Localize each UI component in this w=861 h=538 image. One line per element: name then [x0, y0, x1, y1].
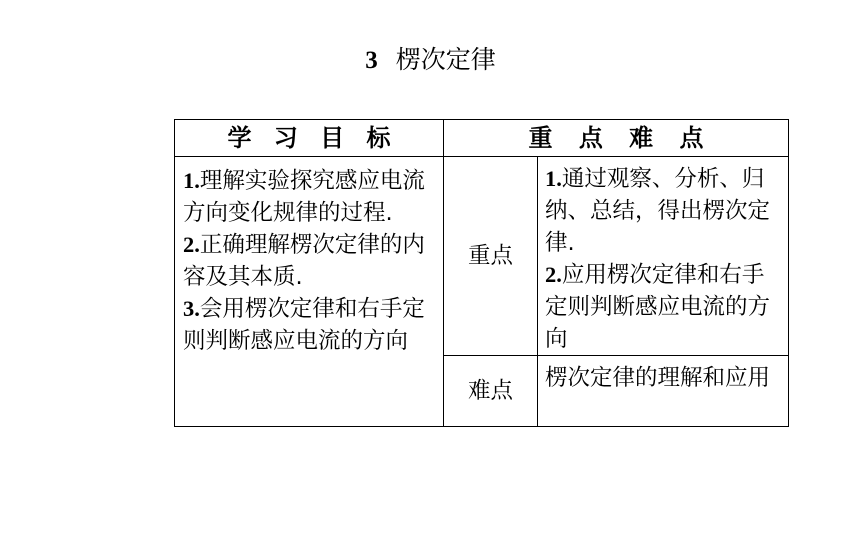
header-learning-goals — [175, 120, 444, 157]
key-points-cell — [538, 157, 789, 356]
objectives-table — [174, 119, 789, 427]
goal-item: 3.会用楞次定律和右手定则判断感应电流的方向 — [183, 296, 425, 354]
title-text: 楞次定律 — [395, 45, 496, 74]
header-key-difficult-points — [444, 120, 789, 157]
difficulty-cell — [538, 356, 789, 427]
key-points-label-cell — [444, 157, 538, 356]
key-point-item: 1.通过观察、分析、归纳、总结，得出楞次定律. — [545, 166, 771, 256]
title-number: 3 — [365, 47, 378, 74]
difficulty-text: 楞次定律的理解和应用 — [545, 365, 771, 391]
key-points-label: 重点 — [467, 243, 513, 269]
header-key-difficult-points-text: 重 点 难 点 — [528, 124, 704, 152]
key-point-item: 2.应用楞次定律和右手定则判断感应电流的方向 — [545, 262, 771, 352]
learning-goals-cell — [175, 157, 444, 427]
header-learning-goals-text: 学 习 目 标 — [227, 124, 391, 152]
goal-item: 1.理解实验探究感应电流方向变化规律的过程. — [183, 168, 425, 226]
goal-item: 2.正确理解楞次定律的内容及其本质. — [183, 232, 425, 290]
page-title — [0, 44, 861, 77]
difficulty-label: 难点 — [467, 378, 513, 404]
difficulty-label-cell — [444, 356, 538, 427]
